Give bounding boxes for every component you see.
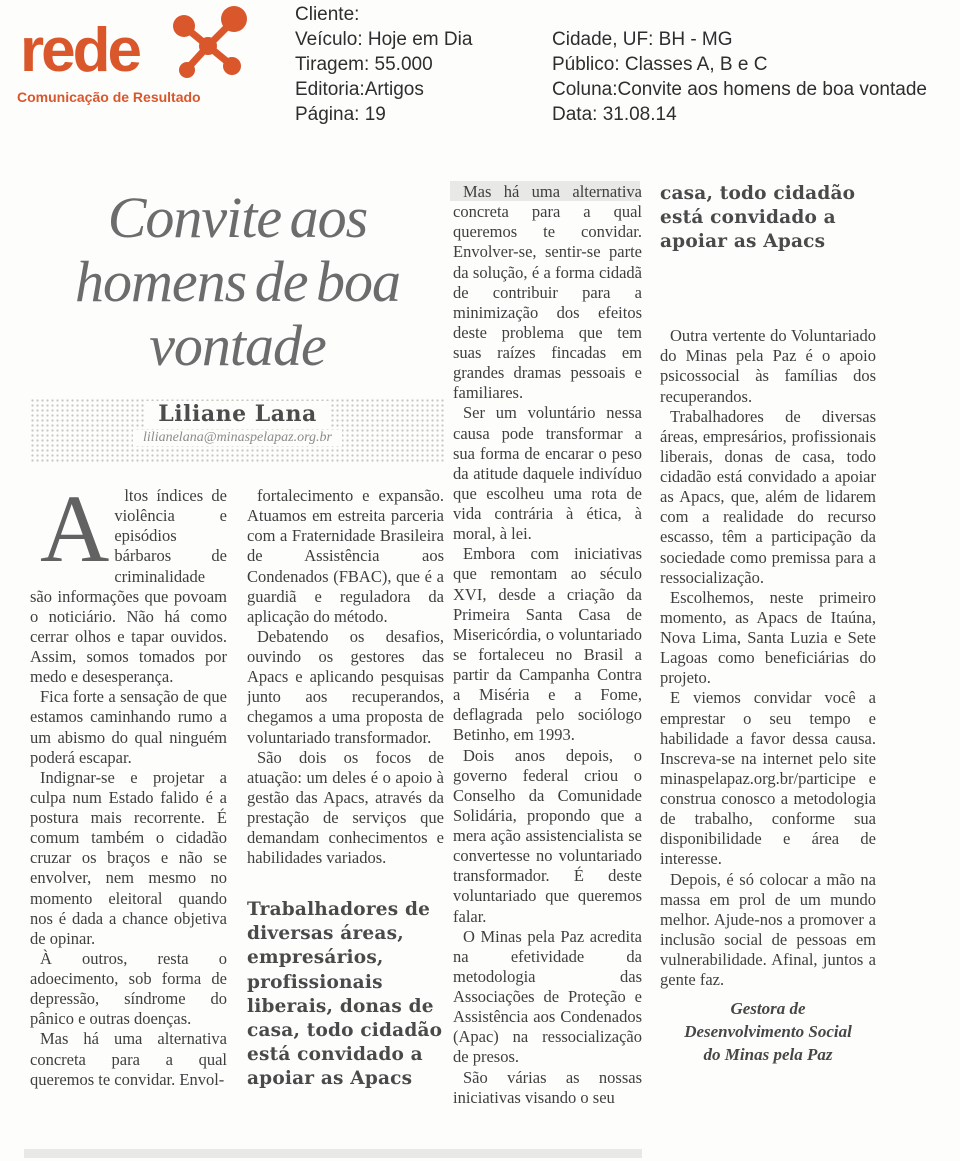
paragraph: Escolhemos, neste primeiro momento, as Apacs de Itaúna, Nova Lima, Santa Luzia e Sete Lagoas como beneficiárias do projeto. (660, 587, 876, 688)
paragraph-text: ltos índices de violência e episódios bárbaros de criminalidade são informações que povoam o noticiário. Não há como cerrar olhos e tapar ouvidos. Assim, somos tomados por medo e desesperança. (30, 486, 227, 687)
rede-logo-wordmark: rede (20, 16, 139, 85)
paragraph (30, 486, 227, 687)
clipping-meta-left (295, 2, 472, 127)
article-column-4 (660, 182, 876, 1159)
meta-line: Editoria:Artigos (295, 79, 424, 100)
signature-line: do Minas pela Paz (703, 1045, 833, 1065)
author-email: lilianelana@minaspelapaz.org.br (133, 430, 342, 446)
paragraph: Indignar-se e projetar a culpa num Estado falido é a postura mais recorrente. É comum também o cidadão cruzar os braços e não se envolver, nem mesmo no momento eleitoral quando nos é dada a chance objetiva de opinar. (30, 767, 227, 948)
author-name: Liliane Lana (146, 401, 328, 427)
paragraph: Embora com iniciativas que remontam ao século XVI, desde a criação da Primeira Santa Casa de Misericórdia, o voluntariado se fortaleceu no Brasil a partir da Campanha Contra a Miséria e a Fome, deflagrada pelo sociólogo Betinho, em 1993. (453, 544, 642, 745)
logo-tagline: Comunicação de Resultado (17, 89, 201, 105)
paragraph: Outra vertente do Voluntariado do Minas pela Paz é o apoio psicossocial às famílias dos recuperandos. (660, 326, 876, 406)
paragraph: Trabalhadores de diversas áreas, empresários, profissionais liberais, donas de casa, todo cidadão está convidado a apoiar as Apacs, que, além de lidarem com a realidade do recurso escasso, têm a participação da sociedade como premissa para a ressocialização. (660, 406, 876, 587)
column-1-paragraphs (30, 687, 227, 1090)
meta-line: Cidade, UF: BH - MG (552, 29, 733, 50)
paragraph: Mas há uma alternativa concreta para a qual queremos te convidar. Envolver-se, sentir-se parte da solução, é a forma cidadã de contribuir para a minimização dos efeitos deste problema que tem suas raízes fincadas em grandes dramas pessoais e familiares. (453, 182, 642, 403)
paragraph: Ser um voluntário nessa causa pode transformar a sua forma de encarar o peso da atitude daquele indivíduo que escolheu uma rota de vida contrária à ética, à moral, à lei. (453, 403, 642, 544)
meta-line: Página: 19 (295, 104, 386, 125)
article-column-2 (247, 486, 444, 1160)
meta-line: Data: 31.08.14 (552, 104, 677, 125)
paragraph: Debatendo os desafios, ouvindo os gestores das Apacs e aplicando pesquisas junto aos recuperandos, chegamos a uma proposta de voluntariado transformador. (247, 626, 444, 747)
molecule-icon (164, 4, 256, 88)
paragraph: São várias as nossas iniciativas visando o seu (453, 1067, 642, 1107)
paragraph: Dois anos depois, o governo federal criou o Conselho da Comunidade Solidária, propondo que a mera ação assistencialista se convertesse no voluntariado transformador. É deste voluntariado que queremos falar. (453, 745, 642, 926)
article-title: Convite aos homens de boa vontade (75, 185, 400, 378)
rede-logo (14, 6, 274, 106)
column-4-paragraphs (660, 326, 876, 990)
meta-line: Veículo: Hoje em Dia (295, 29, 473, 50)
pull-quote-continuation: casa, todo cidadão está convidado a apoiar as Apacs (660, 183, 856, 253)
article-left-columns (30, 486, 444, 1160)
pull-quote: Trabalhadores de diversas áreas, empresários, profissionais liberais, donas de casa, todo cidadão está convidado a apoiar as Apacs (247, 899, 443, 1089)
meta-line: Cliente: (295, 4, 360, 25)
column-2-paragraphs (247, 486, 444, 868)
author-email-row (30, 428, 445, 446)
paragraph: São dois os focos de atuação: um deles é o apoio à gestão das Apacs, através da prestação de serviços que demandam conhecimentos e habilidades variados. (247, 747, 444, 868)
author-signature (660, 998, 876, 1067)
paragraph: Mas há uma alternativa concreta para a qual queremos te convidar. Envol- (30, 1029, 227, 1089)
meta-line: Coluna:Convite aos homens de boa vontade (552, 79, 927, 100)
paragraph: fortalecimento e expansão. Atuamos em estreita parceria com a Fraternidade Brasileira de Assistência aos Condenados (FBAC), que é a guardiã e reguladora da aplicação do método. (247, 486, 444, 626)
signature-line: Gestora de (730, 999, 806, 1019)
clipping-meta-right (552, 27, 927, 127)
paragraph: E viemos convidar você a emprestar o seu tempo e habilidade a favor dessa causa. Inscreva-se na internet pelo site minaspelapaz.org.br/participe e construa conosco a metodologia de trabalho, conforme sua disponibilidade e área de interesse. (660, 688, 876, 869)
article-column-1 (30, 486, 227, 1160)
paragraph: À outros, resta o adoecimento, sob forma de depressão, síndrome do pânico e outras doenças. (30, 948, 227, 1029)
signature-line: Desenvolvimento Social (684, 1022, 852, 1042)
article-column-3 (453, 182, 642, 1159)
paragraph: O Minas pela Paz acredita na efetividade da metodologia das Associações de Proteção e Assistência aos Condenados (Apac) na ressocialização de presos. (453, 926, 642, 1067)
paragraph: Depois, é só colocar a mão na massa em prol de um mundo melhor. Ajude-nos a promover a inclusão social de pessoas em vulnerabilidade. Afinal, juntos a gente faz. (660, 869, 876, 990)
author-byline-band (30, 398, 445, 464)
paragraph: Fica forte a sensação de que estamos caminhando rumo a um abismo do qual ninguém poderá escapar. (30, 687, 227, 767)
drop-cap: A (40, 486, 110, 582)
meta-line: Público: Classes A, B e C (552, 54, 768, 75)
meta-line: Tiragem: 55.000 (295, 54, 433, 75)
